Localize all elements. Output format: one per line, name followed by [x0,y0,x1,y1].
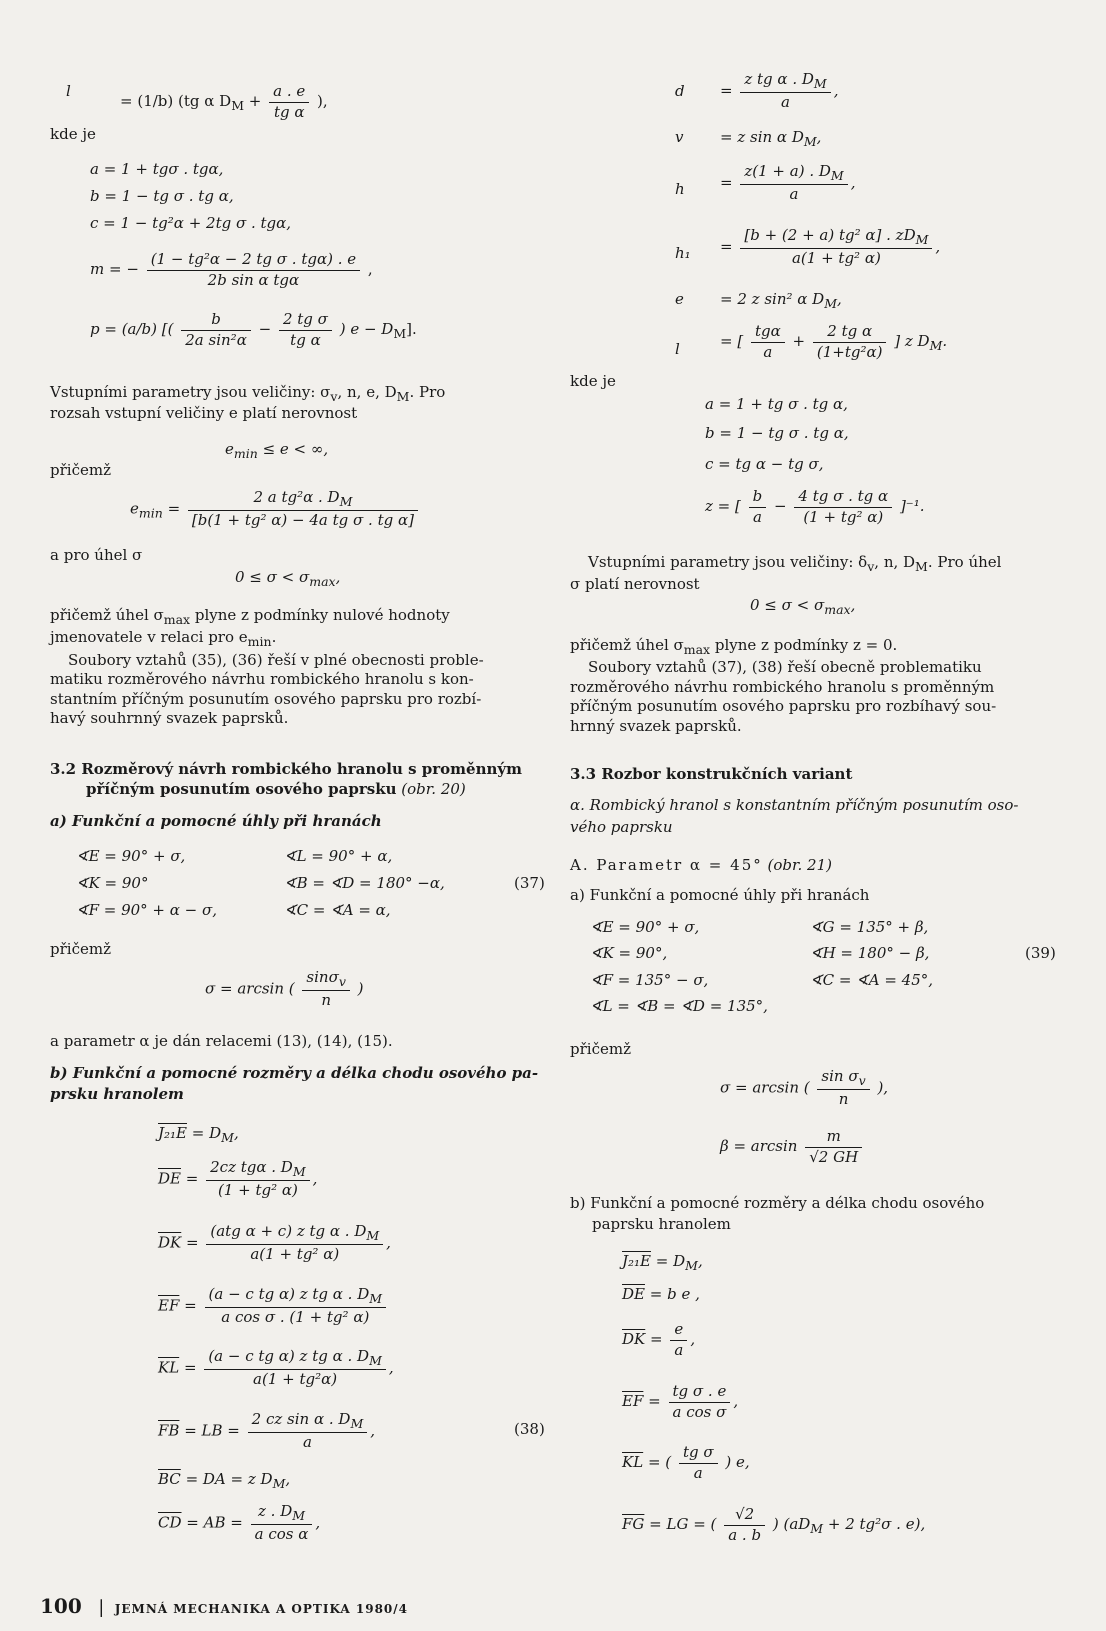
dim-j21e: $J_{21}E = D_M$, [158,1124,239,1145]
para2-right: přičemž úhel $\sigma_{max}$ plyne z podmínky z = 0. Soubory vztahů (37), (38) řeší obecně problematiku rozměrového návrhu rombického hranolu s proměnným příčným posunutím osového paprsku pro rozbíhavý sou- hrnný svazek paprsků. [570,636,997,735]
angle-2a: ∢K = 90° [76,874,149,892]
page-number: 100 [40,1594,82,1618]
subsection-a-left: a) Funkční a pomocné úhly při hranách [50,812,382,830]
dim-dk: $\overline{DK}$ = $\frac{(atg \alpha + c) z tg \alpha . D_M}{\text{a(1 + tg² α)}}$ , [158,1222,391,1264]
r-angle-4: ∢L = ∢B = ∢D = 135°, [590,997,768,1015]
angle-1b: ∢L = 90° + α, [284,847,393,865]
angle-3b: ∢C = ∢A = α, [284,901,391,919]
beta-arcsin: β = arcsin $\frac{m}{√2 GH}$ [720,1127,865,1167]
r-dim-j21e: $J_{21}E = D_M$, [622,1252,703,1273]
eq-l-lhs: l [66,82,71,100]
eq-l: = (1/b) (tg α $D_M$ + $\frac{a . e}{\text{tg α}}$ ), [120,82,328,121]
eq-number-39: (39) [1025,944,1056,962]
para1-left-l2: rozsah vstupní veličiny e platí nerovnost [50,404,358,422]
r-l-lhs: l [675,340,680,358]
section-3-2-title-l2: příčným posunutím osového paprsku (obr. 20) [86,780,466,798]
def-b: b = 1 − tg σ . tg α, [90,187,234,205]
r-angle-3b: ∢C = ∢A = 45°, [810,971,934,989]
param-alpha-note: a parametr α je dán relacemi (13), (14), (15). [50,1032,393,1050]
dim-cd: $\overline{CD}$ = AB = $\frac{z . D_M}{\text{a cos α}}$ , [158,1502,321,1544]
r-h1-lhs: h₁ [675,244,691,262]
dim-kl: $\overline{KL}$ = $\frac{(a - c tg \alpha) z tg \alpha . D_M}{\text{a(1 + tg²α)}}$ , [158,1347,394,1389]
footer-separator: | [98,1597,105,1618]
eq-number-37: (37) [514,874,545,892]
def-c: c = 1 − tg²α + 2tg σ . tgα, [90,214,292,232]
uhel-sigma: a pro úhel σ [50,546,143,564]
para1-right-l2: σ platí nerovnost [570,575,700,593]
r-angle-2a: ∢K = 90°, [590,944,668,962]
subsection-b-left-l1: b) Funkční a pomocné rozměry a délka chodu osového pa- [50,1064,539,1082]
journal-name: JEMNÁ MECHANIKA A OPTIKA 1980/4 [114,1602,409,1616]
dim-de: $\overline{DE}$ = $\frac{2cz tg\alpha . D_M}{\text{(1 + tg² α)}}$ , [158,1158,318,1200]
r-h-lhs: h [675,180,685,198]
sigma-arcsin-left: σ = arcsin ( $\frac{\sin\sigma_v}{n}$ ) [205,968,364,1010]
r-dim-ef: $\overline{EF}$ = $\frac{\text{tg σ . e}}{\text{a cos σ}}$ , [622,1382,739,1421]
para2-left: přičemž úhel $\sigma_{max}$ plyne z podmínky nulové hodnoty jmenovatele v relaci pro $e_{min}$. Soubory vztahů (35), (36) řeší v plné obecnosti proble- matiku rozměrového návrhu rombického hranolu s kon- stantním příčným posunutím osového paprsku pro rozbí- havý souhrnný svazek paprsků. [50,606,484,727]
subsection-a-right: a) Funkční a pomocné úhly při hranách [570,886,870,904]
kde-je-left: kde je [50,125,96,143]
r-d-rhs: = $\frac{z tg \alpha . D_M}{a}$ , [720,70,839,112]
r-l: = [ $\frac{\text{tgα}}{a}$ + $\frac{\text{2 tg α}}{\text{(1+tg²α)}}$ ] z $D_M$. [720,322,948,361]
pricemz-right: přičemž [570,1040,631,1058]
r-def-b: b = 1 − tg σ . tg α, [705,424,849,442]
angle-1a: ∢E = 90° + σ, [76,847,186,865]
r-v-lhs: v [675,128,684,146]
r-angle-1b: ∢G = 135° + β, [810,918,929,936]
r-def-a: a = 1 + tg σ . tg α, [705,395,848,413]
ineq-emin: $e_{min} \le e$ < ∞, [225,440,329,461]
dim-ef: $\overline{EF}$ = $\frac{(a - c tg \alpha) z tg \alpha . D_M}{\text{a cos σ . (1 + tg² α)}}$ [158,1285,389,1328]
r-dim-fg: $\overline{FG}$ = LG = ( $\frac{√2}{a . b}$ ) ($aD_M + 2$ tg²σ . e), [622,1505,926,1544]
r-v: = z sin α $D_M$, [720,128,822,149]
para1-right-l1: Vstupními parametry jsou veličiny: $\delta_v$, n, $D_M$. Pro úhel [588,553,1002,574]
r-def-z: z = [ $\frac{b}{a}$ − $\frac{\text{4 tg σ . tg α}}{\text{(1 + tg² α)}}$ ]⁻¹. [705,487,925,526]
r-h: = $\frac{z(1 + a) . D_M}{a}$ , [720,162,856,204]
eq-number-38: (38) [514,1420,545,1438]
r-def-c: c = tg α − tg σ, [705,455,824,473]
r-dim-dk: $\overline{DK}$ = $\frac{e}{a}$ , [622,1320,696,1359]
section-3-2-title: 3.2 Rozměrový návrh rombického hranolu s proměnným [50,760,522,778]
r-dim-de: $\overline{DE} = b$ e , [622,1285,700,1303]
para1-left-l1: Vstupními parametry jsou veličiny: $\sigma_v$, n, e, $D_M$. Pro [50,383,446,404]
r-h1: = $\frac{[b + (2 + a) tg^2 \alpha] . zD_M}{\text{a(1 + tg² α)}}$ , [720,226,941,268]
r-e: = 2 z sin² α $D_M$, [720,290,842,311]
def-a: a = 1 + tgσ . tgα, [90,160,224,178]
r-angle-2b: ∢H = 180° − β, [810,944,930,962]
section-3-3-title: 3.3 Rozbor konstrukčních variant [570,765,853,783]
sigma-arcsin-right: σ = arcsin ( $\frac{\sin \sigma_v}{n}$ ), [720,1067,889,1109]
subsection-b-right-l2: paprsku hranolem [592,1215,731,1233]
emin-def: $e_{min}$ = $\frac{2 a tg^2\alpha . D_M}{\text{[b(1 + tg² α) − 4a tg σ . tg α]}}$ [130,488,421,531]
section-3-3-sub-l1: α. Rombický hranol s konstantním příčným posunutím oso- [570,796,1019,814]
dim-bc: $\overline{BC}$ = DA = z $D_M$, [158,1470,291,1491]
r-d: d [675,82,685,100]
angle-2b: ∢B = ∢D = 180° −α, [284,874,445,892]
angle-3a: ∢F = 90° + α − σ, [76,901,218,919]
eq-l-frac: $\frac{a . e}{\text{tg α}}$ [269,82,309,122]
page-footer [40,1594,408,1618]
section-3-3-sub-l2: vého paprsku [570,818,673,836]
param-a-45: A. Parametr α = 45° (obr. 21) [570,856,832,874]
r-e-lhs: e [675,290,684,308]
dim-fb: $\overline{FB}$ = LB = $\frac{2 cz \sin \alpha . D_M}{a}$ , [158,1410,376,1452]
subsection-b-left-l2: prsku hranolem [50,1085,184,1103]
kde-je-right: kde je [570,372,616,390]
r-angle-3a: ∢F = 135° − σ, [590,971,709,989]
r-dim-kl: $\overline{KL}$ = ( $\frac{\text{tg σ}}{a}$ ) e, [622,1443,750,1482]
ineq-sigma-right: $0 \le \sigma < \sigma_{max}$, [750,596,856,617]
pricemz-2: přičemž [50,940,111,958]
r-angle-1a: ∢E = 90° + σ, [590,918,700,936]
pricemz-1: přičemž [50,461,111,479]
def-m: m = − $\frac{\text{(1 − tg²α − 2 tg σ . tgα) . e}}{\text{2b sin α tgα}}$ , [90,250,373,289]
ineq-sigma-left: $0 \le \sigma < \sigma_{max}$, [235,568,341,589]
def-p: p = (a/b) [( $\frac{b}{\text{2a sin²α}}$ − $\frac{\text{2 tg σ}}{\text{tg α}}$ ) $e - D_M$]. [90,310,417,349]
subsection-b-right-l1: b) Funkční a pomocné rozměry a délka chodu osového [570,1194,985,1212]
